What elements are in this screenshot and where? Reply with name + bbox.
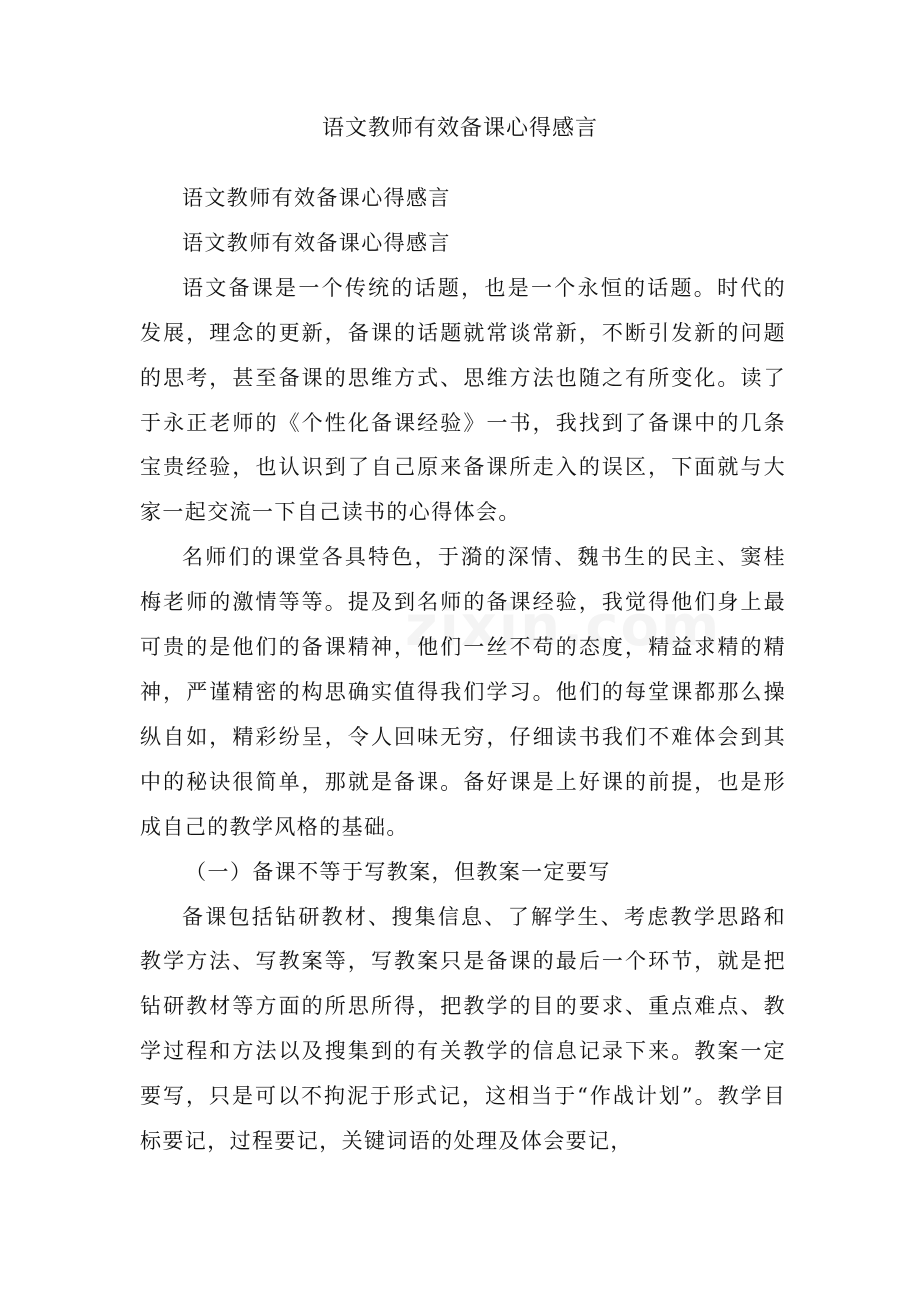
paragraph-repeat-title-2: 语文教师有效备课心得感言 xyxy=(182,230,451,255)
document-body xyxy=(140,176,786,1164)
section-heading-1: （一）备课不等于写教案，但教案一定要写 xyxy=(185,859,611,884)
document-title: 语文教师有效备课心得感言 xyxy=(321,116,598,141)
paragraph-lesson-plan: 备课包括钻研教材、搜集信息、了解学生、考虑教学思路和教学方法、写教案等，写教案只是备课的最后一个环节，就是把钻研教材等方面的所思所得，把教学的目的要求、重点难点、教学过程和方法以及搜集到的有关教学的信息记录下来。教案一定要写，只是可以不拘泥于形式记，这相当于“作战计划”。教学目标要记，过程要记，关键词语的处理及体会要记， xyxy=(140,904,786,1154)
paragraph-famous-teachers: 名师们的课堂各具特色，于漪的深情、魏书生的民主、窦桂梅老师的激情等等。提及到名师的备课经验，我觉得他们身上最可贵的是他们的备课精神，他们一丝不苟的态度，精益求精的精神，严谨精密的构思确实值得我们学习。他们的每堂课都那么操纵自如，精彩纷呈，令人回味无穷，仔细读书我们不难体会到其中的秘诀很简单，那就是备课。备好课是上好课的前提，也是形成自己的教学风格的基础。 xyxy=(140,545,786,839)
paragraph-repeat-title-1: 语文教师有效备课心得感言 xyxy=(182,186,451,210)
paragraph-intro: 语文备课是一个传统的话题，也是一个永恒的话题。时代的发展，理念的更新，备课的话题就常谈常新，不断引发新的问题的思考，甚至备课的思维方式、思维方法也随之有所变化。读了于永正老师的《个性化备课经验》一书，我找到了备课中的几条宝贵经验，也认识到了自己原来备课所走入的误区，下面就与大家一起交流一下自己读书的心得体会。 xyxy=(140,275,786,525)
